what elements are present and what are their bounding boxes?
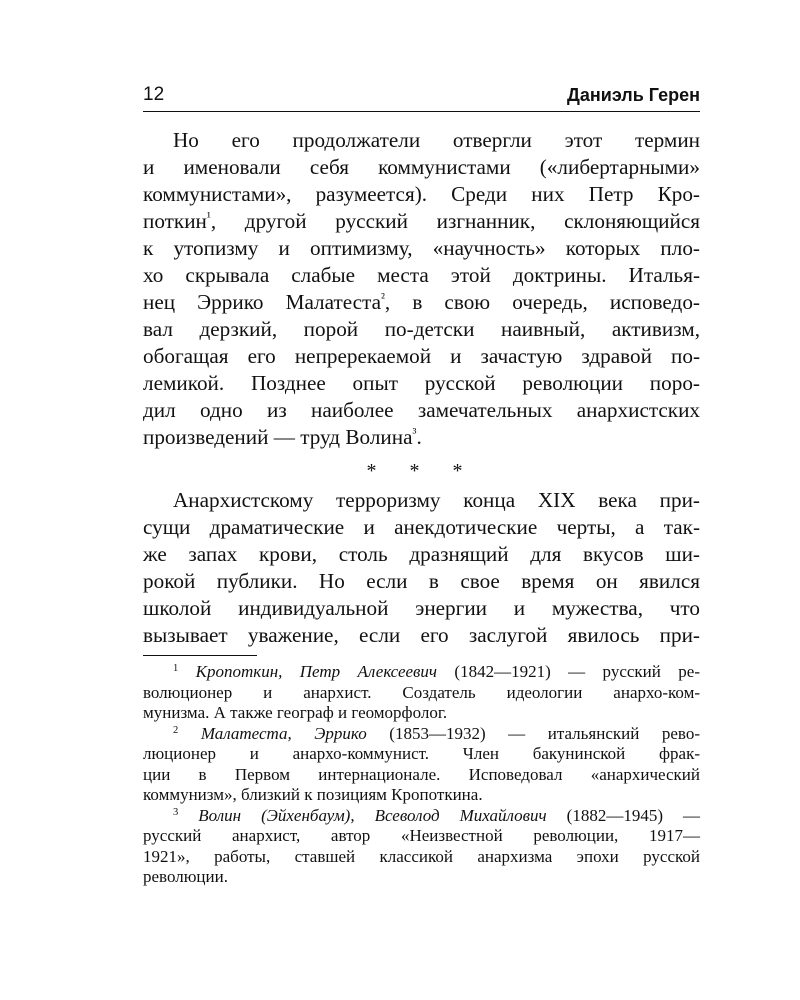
header-rule bbox=[143, 111, 700, 112]
footnote-line: русский анархист, автор «Неизвестной революции, 1917— bbox=[143, 826, 700, 845]
text-line: Но его продолжатели отвергли этот термин bbox=[173, 128, 700, 152]
footnotes bbox=[143, 662, 700, 888]
footnote-name: Кропоткин, Петр Алексеевич bbox=[195, 662, 438, 681]
text-line: сущи драматические и анекдотические черты, а так- bbox=[143, 515, 700, 539]
text-line bbox=[143, 289, 700, 316]
footnote-3 bbox=[143, 806, 700, 888]
text-fragment: (1853—1932) — итальянский рево- bbox=[366, 723, 701, 743]
text-fragment: произведений — труд Волина bbox=[143, 425, 413, 449]
text-line: лемикой. Позднее опыт русской революции поро- bbox=[143, 371, 700, 395]
footnote-line bbox=[143, 724, 700, 745]
footnote-line: коммунизм», близкий к позициям Кропоткина. bbox=[143, 785, 483, 804]
footnote-line: волюционер и анархист. Создатель идеологии анархо-ком- bbox=[143, 682, 700, 702]
footnote-line: революции. bbox=[143, 867, 228, 886]
footnote-line: люционер и анархо-коммунист. Член бакунинской фрак- bbox=[143, 744, 700, 763]
text-line bbox=[143, 208, 700, 235]
footnote-ref-2: ² bbox=[380, 289, 385, 305]
text-line bbox=[143, 424, 700, 451]
footnote-name: Волин (Эйхенбаум), Всеволод Михайлович bbox=[198, 805, 547, 825]
text-fragment: нец Эррико Малатеста bbox=[143, 290, 381, 314]
footnote-line bbox=[143, 806, 700, 827]
text-line: вызывает уважение, если его заслугой явилось при- bbox=[143, 623, 700, 647]
text-fragment: (1882—1945) — bbox=[546, 805, 700, 825]
footnote-marker: 1 bbox=[173, 663, 179, 675]
section-separator: * * * bbox=[366, 460, 477, 482]
footnote-rule bbox=[143, 655, 257, 656]
text-line: и именовали себя коммунистами («либертарными» bbox=[143, 155, 700, 179]
page-header bbox=[143, 84, 700, 108]
footnote-ref-1: ¹ bbox=[206, 208, 211, 224]
text-line: хо скрывала слабые места этой доктрины. Италья- bbox=[143, 263, 700, 287]
footnote-line bbox=[143, 662, 700, 683]
text-line: рокой публики. Но если в свое время он явился bbox=[143, 569, 700, 593]
page-number: 12 bbox=[143, 84, 165, 105]
text-line: обогащая его непререкаемой и зачастую здравой по- bbox=[143, 344, 700, 368]
footnote-1 bbox=[143, 662, 700, 724]
text-fragment: поткин bbox=[143, 209, 207, 233]
footnote-line: ции в Первом интернационале. Исповедовал «анархический bbox=[143, 764, 700, 784]
footnote-ref-3: ³ bbox=[412, 424, 417, 440]
running-title: Даниэль Герен bbox=[567, 85, 700, 105]
footnote-marker: 3 bbox=[173, 806, 179, 818]
footnote-line: мунизма. А также географ и геоморфолог. bbox=[143, 703, 448, 722]
text-fragment: (1842—1921) — русский ре- bbox=[437, 662, 700, 681]
text-line: же запах крови, столь дразнящий для вкусов ши- bbox=[143, 542, 700, 566]
text-fragment: , другой русский изгнанник, склоняющийся bbox=[210, 209, 700, 233]
paragraph-2 bbox=[143, 487, 700, 649]
text-line: вал дерзкий, порой по-детски наивный, активизм, bbox=[143, 317, 700, 341]
text-line: дил одно из наиболее замечательных анархистских bbox=[143, 398, 700, 422]
text-fragment: , в свою очередь, исповедо- bbox=[384, 290, 700, 314]
text-line: к утопизму и оптимизму, «научность» которых пло- bbox=[143, 236, 700, 260]
text-line: коммунистами», разумеется). Среди них Петр Кро- bbox=[143, 182, 700, 206]
footnote-line: 1921», работы, ставшей классикой анархизма эпохи русской bbox=[143, 846, 700, 866]
footnote-2 bbox=[143, 724, 700, 806]
text-fragment: . bbox=[416, 425, 422, 449]
footnote-marker: 2 bbox=[173, 724, 179, 736]
paragraph-1 bbox=[143, 127, 700, 451]
footnote-name: Малатеста, Эррико bbox=[200, 723, 367, 743]
text-line: Анархистскому терроризму конца XIX века при- bbox=[173, 488, 700, 512]
text-line: школой индивидуальной энергии и мужества, что bbox=[143, 596, 700, 620]
